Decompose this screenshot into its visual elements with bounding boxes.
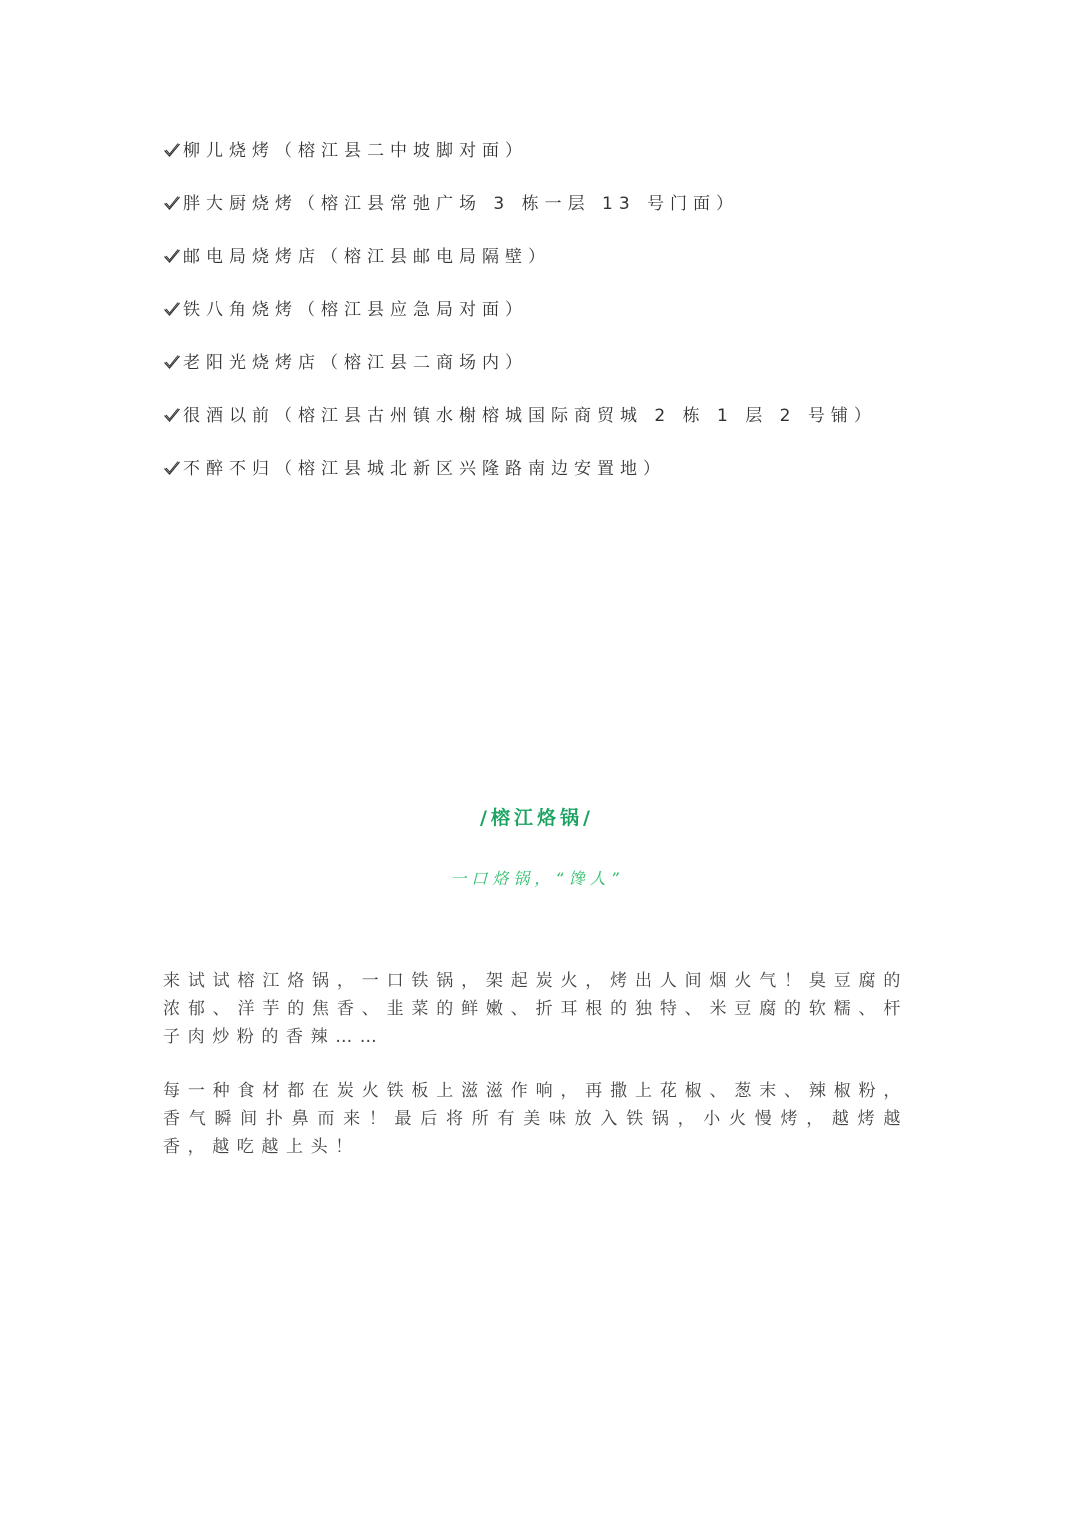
list-item: [163, 136, 923, 189]
section-subtitle: 一口烙锅，“馋人”: [450, 869, 624, 888]
restaurant-text: 柳儿烧烤（榕江县二中坡脚对面）: [183, 141, 528, 161]
list-item: [163, 189, 923, 242]
list-item: [163, 242, 923, 295]
list-item: [163, 454, 923, 507]
check-mark-icon: [163, 353, 181, 371]
restaurant-text: 很酒以前（榕江县古州镇水榭榕城国际商贸城 2 栋 1 层 2 号铺）: [183, 406, 877, 426]
paragraph: 每一种食材都在炭火铁板上滋滋作响，再撒上花椒、葱末、辣椒粉，香气瞬间扑鼻而来！最后将所有美味放入铁锅，小火慢烤，越烤越香，越吃越上头！: [163, 1081, 908, 1157]
section-title: /榕江烙锅/: [480, 807, 594, 829]
check-mark-icon: [163, 406, 181, 424]
restaurant-text: 不醉不归（榕江县城北新区兴隆路南边安置地）: [183, 459, 666, 479]
paragraph: 来试试榕江烙锅，一口铁锅，架起炭火，烤出人间烟火气！臭豆腐的浓郁、洋芋的焦香、韭菜的鲜嫩、折耳根的独特、米豆腐的软糯、杆子肉炒粉的香辣……: [163, 971, 908, 1047]
check-mark-icon: [163, 194, 181, 212]
check-mark-icon: [163, 141, 181, 159]
restaurant-text: 老阳光烧烤店（榕江县二商场内）: [183, 353, 528, 373]
restaurant-list: [163, 136, 923, 507]
restaurant-text: 铁八角烧烤（榕江县应急局对面）: [183, 300, 528, 320]
check-mark-icon: [163, 247, 181, 265]
list-item: [163, 295, 923, 348]
list-item: [163, 348, 923, 401]
check-mark-icon: [163, 300, 181, 318]
restaurant-text: 胖大厨烧烤（榕江县常弛广场 3 栋一层 13 号门面）: [183, 194, 740, 214]
list-item: [163, 401, 923, 454]
restaurant-text: 邮电局烧烤店（榕江县邮电局隔壁）: [183, 247, 551, 267]
check-mark-icon: [163, 459, 181, 477]
